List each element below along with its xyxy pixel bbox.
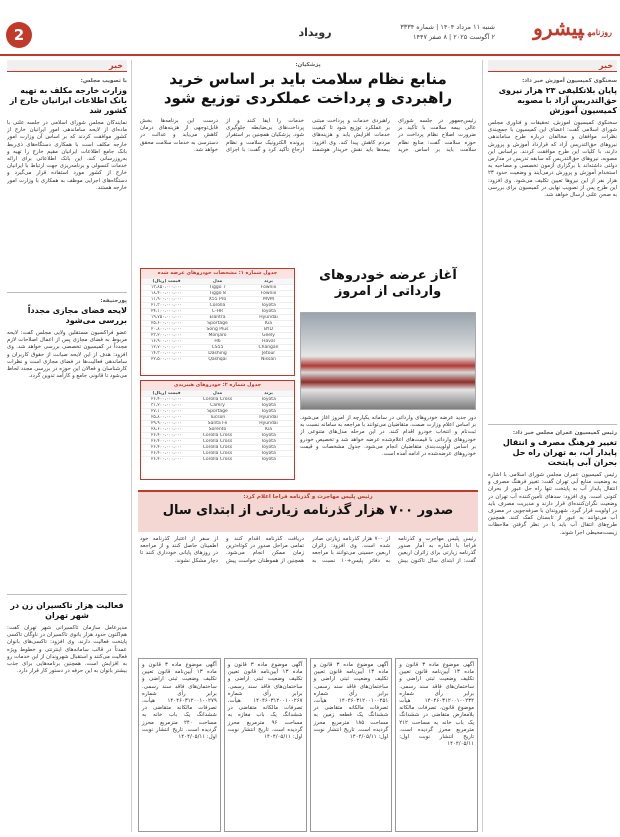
left-title-1: وزارت خارجه مکلف به تهیه بانک اطلاعات ایرانیان خارج از کشور شد <box>9 86 127 115</box>
table-1-title: جدول شماره ۱: مشخصات خودروهای عرضه شده <box>141 269 294 278</box>
table-row <box>141 356 294 362</box>
table2-cell-price: ۲۶،۴۰۰،۰۰۰،۰۰۰ <box>151 433 182 438</box>
table-2-col-price: قیمت (ریال) <box>152 391 181 396</box>
table1-cell-price: ۱۸،۴۰۰،۰۰۰،۰۰۰ <box>151 291 182 296</box>
table2-cell-price: ۲۶،۴۰۰،۰۰۰،۰۰۰ <box>151 445 182 450</box>
table-row <box>141 414 294 420</box>
table1-cell-model: Elantra <box>209 315 226 320</box>
section-title: رویداد <box>298 26 332 39</box>
table-2-col-brand: برند <box>264 391 273 396</box>
table1-cell-brand: Jetour <box>261 351 276 356</box>
table-row <box>141 402 294 408</box>
table1-cell-model: CS55 <box>211 345 224 350</box>
table2-cell-model: Tucson <box>209 415 226 420</box>
table2-cell-brand: Toyota <box>261 445 276 450</box>
table1-cell-price: ۱۹،۷۵۰،۰۰۰،۰۰۰ <box>151 315 182 320</box>
table-row <box>141 432 294 438</box>
table-row <box>141 302 294 308</box>
table1-cell-price: ۱۲،۷۰۰،۰۰۰،۰۰۰ <box>151 345 182 350</box>
table-1-col-brand: برند <box>264 279 273 284</box>
table-row <box>141 332 294 338</box>
table1-cell-model: Tiggo 8 <box>209 291 226 296</box>
legal-notice-3: آگهی موضوع ماده ۳ قانون و ماده ۱۳ آیین‌نامه قانون تعیین تکلیف وضعیت ثبتی اراضی و ساختمان‌های فاقد سند رسمی. برابر رأی شماره ۱۴۰۴۶۰۳۱۲۰۰۱۰۰۲۶۷ هیأت، تصرفات مالکانه متقاضی در ششدانگ یک باب مغازه به مساحت ۹۶ مترمربع محرز گردیده است. تاریخ انتشار نوبت اول: ۱۴۰۴/۰۵/۱۱ <box>224 658 307 832</box>
masthead <box>0 0 620 56</box>
table2-cell-brand: Hyundai <box>259 421 278 426</box>
table-row <box>141 308 294 314</box>
table-row <box>141 350 294 356</box>
lead-headline-block <box>138 62 478 114</box>
table2-cell-price: ۲۹،۹۰۰،۰۰۰،۰۰۰ <box>151 421 182 426</box>
table1-cell-model: Song Plus <box>206 327 229 332</box>
table1-cell-model: Sportage <box>207 321 228 326</box>
left-column <box>4 60 132 832</box>
table2-cell-price: ۲۶،۴۰۰،۰۰۰،۰۰۰ <box>151 457 182 462</box>
table1-cell-model: Corolla <box>209 303 226 308</box>
table-1-col-model: مدل <box>212 279 223 284</box>
legal-notice-1: آگهی موضوع ماده ۳ قانون و ماده ۱۳ آیین‌نامه قانون تعیین تکلیف وضعیت ثبتی اراضی و ساختمان‌های فاقد سند رسمی. برابر رأی شماره ۱۴۰۴۶۰۳۱۲۰۰۱۰۰۲۳۴ هیأت موضوع قانون، تصرفات مالکانه بلامعارض متقاضی در ششدانگ یک باب خانه به مساحت ۲۱۲ مترمربع محرز گردیده است. تاریخ انتشار نوبت اول: ۱۴۰۴/۰۵/۱۱ <box>395 658 478 832</box>
table-row <box>141 320 294 326</box>
table-row <box>141 338 294 344</box>
table2-cell-model: Corolla Cross <box>202 451 233 456</box>
table2-cell-model: Corolla Cross <box>202 433 233 438</box>
table2-cell-model: Corolla Cross <box>202 439 233 444</box>
table2-cell-price: ۲۸،۶۰۰،۰۰۰،۰۰۰ <box>151 427 182 432</box>
passport-kicker: رئیس پلیس مهاجرت و گذرنامه فراجا اعلام کرد: <box>243 494 373 500</box>
right-kicker-2: رئیس کمیسیون عمران مجلس خبر داد: <box>512 430 617 436</box>
legal-notice-2: آگهی موضوع ماده ۳ قانون و ماده ۱۳ آیین‌نامه قانون تعیین تکلیف وضعیت ثبتی اراضی و ساختمان‌های فاقد سند رسمی. برابر رأی شماره ۱۴۰۴۶۰۳۱۲۰۰۱۰۰۲۵۱ هیأت، تصرفات مالکانه متقاضی در ششدانگ یک قطعه زمین به مساحت ۱۸۵ مترمربع محرز گردیده است. تاریخ انتشار نوبت اول: ۱۴۰۴/۰۵/۱۱ <box>310 658 393 832</box>
cars-table-1 <box>140 268 295 376</box>
table2-cell-model: Sportage <box>207 409 228 414</box>
table1-cell-price: ۱۱،۹۰۰،۰۰۰،۰۰۰ <box>151 297 182 302</box>
table2-cell-brand: Toyota <box>261 433 276 438</box>
left-kicker-2: پورحنیفه: <box>100 298 127 304</box>
table-row <box>141 290 294 296</box>
right-column-header: خبر <box>488 60 617 72</box>
table2-cell-brand: Kia <box>265 427 272 432</box>
left-body-1: نمایندگان مجلس شورای اسلامی در جلسه علنی با ماده‌ای از لایحه ساماندهی امور ایرانیان خارج از کشور موافقت کردند که بر اساس آن وزارت امور خارجه مکلف است با همکاری دستگاه‌های ذی‌ربط بانک جامع اطلاعات ایرانیان مقیم خارج را تهیه و به‌روزرسانی کند. این بانک اطلاعاتی برای ارائه خدمات کنسولی و برنامه‌ریزی جهت ارتباط با ایرانیان خارج از کشور مورد استفاده قرار می‌گیرد و دستگاه‌های اجرایی موظف به همکاری با وزارت امور خارجه هستند. <box>7 120 127 191</box>
table1-cell-price: ۲۴،۱۰۰،۰۰۰،۰۰۰ <box>151 309 182 314</box>
table2-cell-brand: Toyota <box>261 451 276 456</box>
table2-cell-model: Camry <box>210 403 225 408</box>
table1-cell-model: H6 <box>214 339 221 344</box>
right-body-1: سخنگوی کمیسیون آموزش، تحقیقات و فناوری مجلس شورای اسلامی گفت: اعضای این کمیسیون با جمع‌بندی نظرات موافقان و مخالفان درباره طرح ساماندهی نیروهای حق‌التدریس آزاد که قرارداد آموزش و پرورش دارند، با کلیات این طرح موافقت کردند. براساس این مصوبه، نیروهای حق‌التدریس که سابقه تدریس در مدارس دولتی داشته‌اند با برگزاری آزمون تخصصی و مصاحبه به استخدام آموزش و پرورش درمی‌آیند و وضعیت حدود ۲۳ هزار نفر از این نیروها تعیین تکلیف می‌شود. وی افزود: این طرح پس از تصویب نهایی در کمیسیون برای بررسی به صحن علنی ارسال خواهد شد. <box>488 120 617 199</box>
lead-title: منابع نظام سلامت باید بر اساس خرید راهبردی و پرداخت عملکردی توزیع شود <box>163 70 453 107</box>
right-body-2: رئیس کمیسیون عمران مجلس شورای اسلامی با اشاره به وضعیت منابع آبی تهران گفت: تغییر فرهنگ مصرف و انتقال پایدار آب به پایتخت تنها راه حل عبور از بحران کنونی است. وی افزود: سدهای تأمین‌کننده آب تهران در وضعیت نگران‌کننده‌ای قرار دارند و مدیریت مصرف باید در اولویت قرار گیرد. شهروندان با صرفه‌جویی در مصرف آب می‌توانند به عبور از تابستان کمک کنند. همچنین طرح‌های انتقال آب باید با در نظر گرفتن ملاحظات زیست‌محیطی اجرا شوند. <box>488 472 617 536</box>
passport-title: صدور ۷۰۰ هزار گذرنامه زیارتی از ابتدای سال <box>162 503 454 518</box>
cars-title: آغاز عرضه خودروهای وارداتی از امروز <box>319 268 457 299</box>
table1-cell-price: ۱۶،۹۰۰،۰۰۰،۰۰۰ <box>151 339 182 344</box>
cars-headline-block <box>300 268 476 308</box>
table-row <box>141 438 294 444</box>
table2-cell-brand: Toyota <box>261 439 276 444</box>
table1-cell-model: Dashing <box>208 351 227 356</box>
passport-body: رئیس پلیس مهاجرت و گذرنامه فراجا با اشاره به آمار صدور گذرنامه زیارتی برای زائران اربعین گفت: از ابتدای سال تاکنون بیش از ۷۰۰ هزار گذرنامه زیارتی صادر شده است. وی افزود: زائران اربعین حسینی می‌توانند با مراجعه به دفاتر پلیس+۱۰ نسبت به دریافت گذرنامه اقدام کنند و تمامی مراحل صدور در کوتاه‌ترین زمان ممکن انجام می‌شود. همچنین از هموطنان خواست پیش از سفر از اعتبار گذرنامه خود اطمینان حاصل کنند و از مراجعه در روزهای پایانی خودداری کنند تا دچار مشکل نشوند. <box>140 536 476 564</box>
page-number-badge: 2 <box>6 22 32 48</box>
table2-cell-brand: Toyota <box>261 403 276 408</box>
left-body-2: عضو فراکسیون مستقلین ولایی مجلس گفت: لایحه مربوط به فضای مجازی پس از اعمال اصلاحات لازم مجدداً در کمیسیون تخصصی بررسی خواهد شد. وی افزود: هدف از این لایحه صیانت از حقوق کاربران و ساماندهی فعالیت‌ها در فضای مجازی است و نظرات کارشناسان و فعالان این حوزه در بررسی مجدد لحاظ می‌شود تا قانونی جامع و کارآمد تدوین گردد. <box>7 330 127 380</box>
table1-cell-price: ۲۰،۸۰۰،۰۰۰،۰۰۰ <box>151 327 182 332</box>
issue-info <box>345 22 495 42</box>
table2-cell-brand: Toyota <box>261 397 276 402</box>
table2-cell-model: Sorento <box>208 427 227 432</box>
table-2-title: جدول شماره ۲: خودروهای هیبریدی <box>141 381 294 390</box>
notices-area <box>138 658 478 832</box>
table1-cell-model: C-HR <box>211 309 224 314</box>
table1-cell-model: X55 Pro <box>208 297 227 302</box>
lead-body: رئیس‌جمهور در جلسه شورای عالی بیمه سلامت با تأکید بر ضرورت اصلاح نظام پرداخت در حوزه سلامت گفت: منابع نظام سلامت باید بر اساس خرید راهبردی خدمات و پرداخت مبتنی بر عملکرد توزیع شود تا کیفیت خدمات افزایش یابد و هزینه‌های مردم کاهش پیدا کند. وی افزود: بیمه‌ها باید نقش خریدار هوشمند خدمات را ایفا کنند و از پرداخت‌های بی‌ضابطه جلوگیری شود. پزشکیان همچنین بر استقرار پرونده الکترونیک سلامت و نظام ارجاع تأکید کرد و گفت: با اجرای درست این برنامه‌ها بخش قابل‌توجهی از هزینه‌های درمان کاهش می‌یابد و عدالت در دسترسی به خدمات سلامت محقق خواهد شد. <box>140 118 476 153</box>
table1-cell-brand: Toyota <box>261 303 276 308</box>
table-row <box>141 314 294 320</box>
logo-text: پیشرو <box>533 16 584 40</box>
table2-cell-price: ۲۶،۴۰۰،۰۰۰،۰۰۰ <box>151 451 182 456</box>
table1-cell-price: ۱۴،۳۰۰،۰۰۰،۰۰۰ <box>151 351 182 356</box>
table2-cell-price: ۲۵،۸۰۰،۰۰۰،۰۰۰ <box>151 415 182 420</box>
right-column <box>482 60 620 832</box>
left-kicker-1: با تصویب مجلس: <box>80 78 127 84</box>
table-row <box>141 426 294 432</box>
table1-cell-model: Tiggo 7 <box>209 285 226 290</box>
table1-cell-price: ۱۳،۸۵۰،۰۰۰،۰۰۰ <box>151 285 182 290</box>
newspaper-logo <box>502 16 612 46</box>
table-row <box>141 344 294 350</box>
right-kicker-1: سخنگوی کمیسیون آموزش خبر داد: <box>522 78 617 84</box>
passport-banner <box>138 490 478 532</box>
table1-cell-brand: Kia <box>265 321 272 326</box>
table-row <box>141 296 294 302</box>
table1-cell-brand: Fownix <box>260 285 277 290</box>
cars-body: دور جدید عرضه خودروهای وارداتی در سامانه یکپارچه از امروز آغاز می‌شود. بر اساس اعلام وزارت صمت، متقاضیان می‌توانند با مراجعه به سامانه نسبت به ثبت‌نام و انتخاب خودرو اقدام کنند. در این مرحله مدل‌های متنوعی از خودروهای وارداتی با قیمت‌های اعلام‌شده عرضه خواهد شد و تخصیص خودرو بر اساس اولویت‌بندی متقاضیان انجام می‌شود. جدول مشخصات و قیمت خودروهای عرضه‌شده در ادامه آمده است. <box>300 415 476 458</box>
table-2-col-model: مدل <box>212 391 223 396</box>
table-1-col-price: قیمت (ریال) <box>152 279 181 284</box>
table1-cell-brand: Toyota <box>261 309 276 314</box>
table-row <box>141 396 294 402</box>
right-title-2: تغییر فرهنگ مصرف و انتقال پایدار آب، به تهران راه حل بحران آبی پایتخت <box>502 438 617 467</box>
table2-cell-brand: Toyota <box>261 457 276 462</box>
table2-cell-brand: Toyota <box>261 409 276 414</box>
left-body-3: مدیرعامل سازمان تاکسیرانی شهر تهران گفت: هم‌اکنون حدود هزار بانوی تاکسیران در ناوگان تاکسی پایتخت فعالیت دارند. وی افزود: تاکسی‌های بانوان عمدتاً در قالب سامانه‌های اینترنتی و خطوط ویژه فعالیت می‌کنند و استقبال شهروندان از این خدمات رو به افزایش است. همچنین برنامه‌هایی برای جذب بیشتر بانوان به این حرفه در دستور کار قرار دارد. <box>7 625 127 675</box>
table1-cell-price: ۲۵،۶۰۰،۰۰۰،۰۰۰ <box>151 321 182 326</box>
left-title-2: لایحه فضای مجازی مجدداً بررسی می‌شود <box>27 306 127 325</box>
table2-cell-price: ۲۶،۴۰۰،۰۰۰،۰۰۰ <box>151 439 182 444</box>
table-row <box>141 444 294 450</box>
table1-cell-model: Qashqai <box>208 357 227 362</box>
table2-cell-model: Corolla Cross <box>202 457 233 462</box>
table-row <box>141 420 294 426</box>
table1-cell-brand: Changan <box>258 345 279 350</box>
table2-cell-price: ۳۱،۲۰۰،۰۰۰،۰۰۰ <box>151 403 182 408</box>
table2-cell-model: Santa Fe <box>207 421 228 426</box>
left-title-3: فعالیت هزار تاکسیران زن در شهر تهران <box>10 601 124 620</box>
cars-table-2 <box>140 380 295 480</box>
table1-cell-brand: Fownix <box>260 291 277 296</box>
issue-line-1: شنبه ۱۱ مرداد ۱۴۰۴ | شماره ۳۳۳۴ <box>400 23 495 31</box>
table1-cell-brand: Hyundai <box>259 315 278 320</box>
cars-photo <box>300 312 476 410</box>
table-row <box>141 450 294 456</box>
table1-cell-brand: Haval <box>262 339 275 344</box>
table2-cell-price: ۲۶،۴۰۰،۰۰۰،۰۰۰ <box>151 397 182 402</box>
table1-cell-brand: MVM <box>263 297 274 302</box>
legal-notice-4: آگهی موضوع ماده ۳ قانون و ماده ۱۳ آیین‌نامه قانون تعیین تکلیف وضعیت ثبتی اراضی و ساختمان‌های فاقد سند رسمی. برابر رأی شماره ۱۴۰۴۶۰۳۱۲۰۰۱۰۰۲۷۹ هیأت، تصرفات مالکانه متقاضی در ششدانگ یک باب خانه به مساحت ۲۴۰ مترمربع محرز گردیده است. تاریخ انتشار نوبت اول: ۱۴۰۴/۰۵/۱۱ <box>138 658 221 832</box>
table-row <box>141 408 294 414</box>
table2-cell-model: Corolla Cross <box>202 397 233 402</box>
logo-small-text: روزنامه <box>587 27 612 37</box>
table2-cell-brand: Hyundai <box>259 415 278 420</box>
table-row <box>141 284 294 290</box>
table-row <box>141 326 294 332</box>
right-title-1: پایان بلاتکلیفی ۲۳ هزار نیروی حق‌التدریس آزاد با مصوبه کمیسیون آموزش <box>498 86 617 115</box>
issue-line-2: ۲ آگوست ۲۰۲۵ | ۸ صفر ۱۴۴۷ <box>412 33 495 41</box>
table2-cell-price: ۲۷،۱۰۰،۰۰۰،۰۰۰ <box>151 409 182 414</box>
table-row <box>141 456 294 462</box>
left-column-header: خبر <box>7 60 127 72</box>
table1-cell-price: ۲۲،۵۰۰،۰۰۰،۰۰۰ <box>151 357 182 362</box>
lead-kicker: پزشکیان: <box>295 62 321 68</box>
table1-cell-price: ۲۳،۲۰۰،۰۰۰،۰۰۰ <box>151 333 182 338</box>
table1-cell-brand: Geely <box>262 333 275 338</box>
table1-cell-brand: Nissan <box>261 357 276 362</box>
table1-cell-brand: BYD <box>263 327 274 332</box>
table2-cell-model: Corolla Cross <box>202 445 233 450</box>
table1-cell-price: ۲۱،۳۰۰،۰۰۰،۰۰۰ <box>151 303 182 308</box>
table1-cell-model: Monjaro <box>208 333 227 338</box>
